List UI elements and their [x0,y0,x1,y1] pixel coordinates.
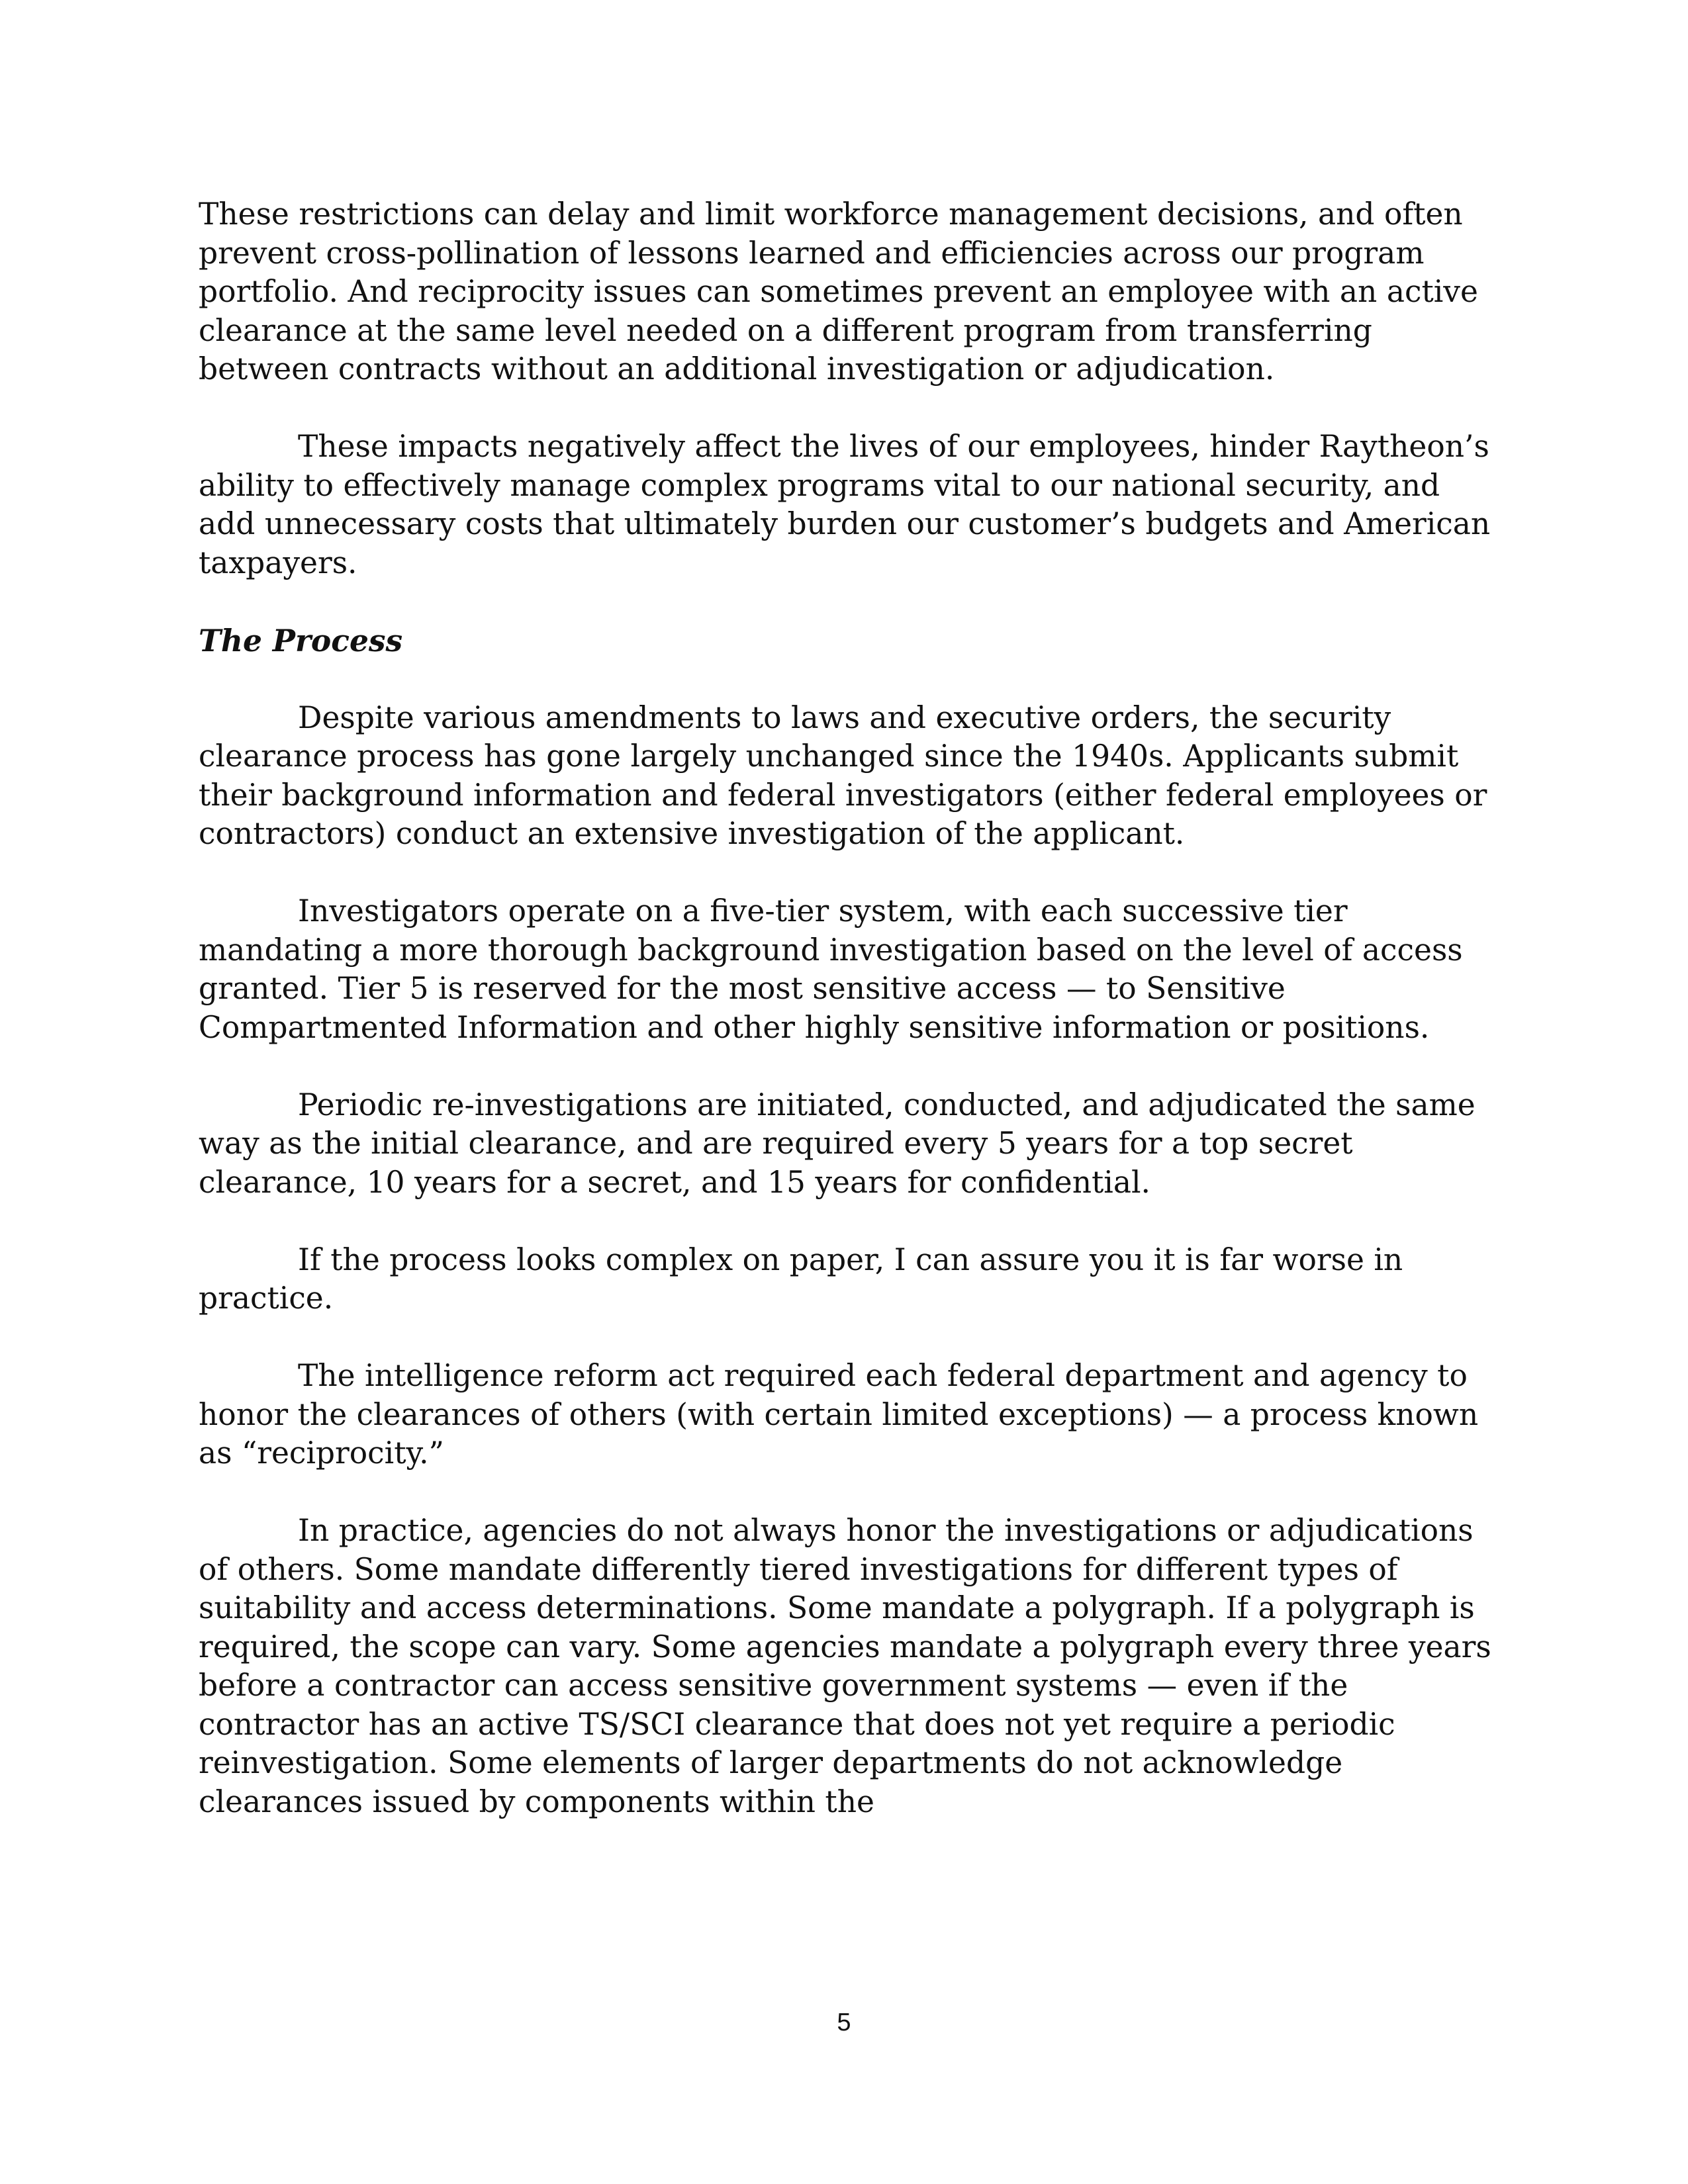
section-heading: The Process [199,622,403,659]
paragraph-process-history: Despite various amendments to laws and executive orders, the security clearance process has gone largely unchanged since the 1940s. Applicants submit their background information and federal investigators (either federal employees or contractors) conduct an extensive investigation of the applicant. [199,700,1487,851]
paragraph-restrictions: These restrictions can delay and limit workforce management decisions, and often prevent cross-pollination of lessons learned and efficiencies across our program portfolio. And reciprocity issues can sometimes prevent an employee with an active clearance at the same level needed on a different program from transferring between contracts without an additional investigation or adjudication. [199,197,1478,387]
paragraph-reciprocity: The intelligence reform act required each federal department and agency to honor the clearances of others (with certain limited exceptions) — a process known as “reciprocity.” [199,1358,1479,1471]
paragraph-reinvestigations: Periodic re-investigations are initiated, conducted, and adjudicated the same way as the initial clearance, and are required every 5 years for a top secret clearance, 10 years for a secret, and 15 years for confidential. [199,1087,1476,1200]
page-number: 5 [837,2009,851,2036]
paragraph-tier-system: Investigators operate on a five-tier system, with each successive tier mandating a more thorough background investigation based on the level of access granted. Tier 5 is reserved for the most sensitive access — to Sensitive Compartmented Information and other highly sensitive information or positions. [199,893,1463,1045]
document-page [199,195,1496,1821]
paragraph-complexity: If the process looks complex on paper, I can assure you it is far worse in practice. [199,1242,1403,1316]
paragraph-impacts: These impacts negatively affect the lives of our employees, hinder Raytheon’s ability to effectively manage complex programs vital to our national security, and add unnecessary costs that ultimately burden our customer’s budgets and American taxpayers. [199,429,1491,580]
paragraph-agency-practice: In practice, agencies do not always honor the investigations or adjudications of others. Some mandate differently tiered investigations for different types of suitability and access determinations. Some mandate a polygraph. If a polygraph is required, the scope can vary. Some agencies mandate a polygraph every three years before a contractor can access sensitive government systems — even if the contractor has an active TS/SCI clearance that does not yet require a periodic reinvestigation. Some elements of larger departments do not acknowledge clearances issued by components within the [199,1513,1491,1819]
